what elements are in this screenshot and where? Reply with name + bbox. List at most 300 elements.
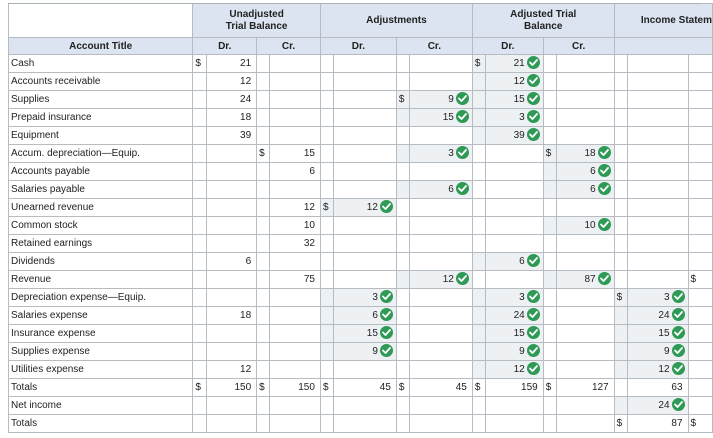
cell-t-dr[interactable] (486, 217, 544, 235)
cell-a-cr[interactable] (410, 91, 473, 109)
account-title-cell[interactable]: Common stock (9, 217, 193, 235)
cell-i-dr[interactable] (627, 91, 688, 109)
cell-t-cr-sign[interactable] (543, 397, 556, 415)
cell-t-cr[interactable] (556, 289, 614, 307)
cell-t-cr[interactable] (556, 271, 614, 289)
cell-a-cr-sign[interactable] (396, 361, 409, 379)
cell-i-dr-sign[interactable] (614, 73, 627, 91)
cell-a-dr-sign[interactable] (320, 397, 333, 415)
cell-t-cr-sign[interactable] (543, 307, 556, 325)
cell-a-dr[interactable] (334, 289, 397, 307)
cell-u-dr-sign[interactable] (193, 343, 206, 361)
cell-u-dr-sign[interactable] (193, 181, 206, 199)
cell-t-dr-sign[interactable] (472, 289, 485, 307)
cell-t-dr[interactable] (486, 415, 544, 433)
cell-u-cr-sign[interactable] (257, 253, 270, 271)
account-title-cell[interactable]: Retained earnings (9, 235, 193, 253)
cell-a-cr-sign[interactable] (396, 415, 409, 433)
cell-a-dr[interactable] (334, 55, 397, 73)
cell-a-dr[interactable] (334, 91, 397, 109)
cell-t-cr-sign[interactable] (543, 73, 556, 91)
cell-t-cr-sign[interactable] (543, 361, 556, 379)
cell-a-cr[interactable] (410, 145, 473, 163)
cell-t-cr[interactable] (556, 235, 614, 253)
cell-t-cr-sign[interactable] (543, 217, 556, 235)
cell-i-cr[interactable] (688, 145, 712, 163)
cell-t-dr[interactable] (486, 397, 544, 415)
cell-a-dr[interactable] (334, 163, 397, 181)
cell-t-cr-sign[interactable] (543, 145, 556, 163)
cell-t-dr-sign[interactable] (472, 343, 485, 361)
cell-u-dr[interactable] (206, 307, 257, 325)
cell-a-cr[interactable] (410, 163, 473, 181)
cell-i-dr[interactable] (627, 271, 688, 289)
cell-a-dr[interactable] (334, 73, 397, 91)
cell-a-dr-sign[interactable] (320, 307, 333, 325)
cell-t-cr-sign[interactable] (543, 271, 556, 289)
cell-a-cr-sign[interactable] (396, 73, 409, 91)
cell-i-dr-sign[interactable] (614, 145, 627, 163)
cell-i-cr[interactable] (688, 361, 712, 379)
cell-u-cr-sign[interactable] (257, 415, 270, 433)
cell-a-cr-sign[interactable] (396, 55, 409, 73)
cell-i-dr[interactable] (627, 217, 688, 235)
cell-a-cr-sign[interactable] (396, 145, 409, 163)
cell-i-dr-sign[interactable] (614, 55, 627, 73)
cell-i-dr[interactable] (627, 163, 688, 181)
cell-t-cr[interactable] (556, 307, 614, 325)
cell-i-dr-sign[interactable] (614, 415, 627, 433)
cell-i-cr[interactable] (688, 109, 712, 127)
cell-i-cr[interactable] (688, 73, 712, 91)
cell-u-dr[interactable] (206, 271, 257, 289)
cell-u-cr[interactable] (270, 289, 321, 307)
cell-t-dr[interactable] (486, 109, 544, 127)
cell-i-dr[interactable] (627, 109, 688, 127)
cell-i-dr-sign[interactable] (614, 289, 627, 307)
cell-u-cr-sign[interactable] (257, 145, 270, 163)
account-title-cell[interactable]: Totals (9, 379, 193, 397)
cell-u-dr[interactable] (206, 181, 257, 199)
cell-a-dr-sign[interactable] (320, 163, 333, 181)
account-title-cell[interactable]: Revenue (9, 271, 193, 289)
cell-u-cr[interactable] (270, 379, 321, 397)
cell-u-dr[interactable] (206, 361, 257, 379)
cell-u-dr[interactable] (206, 145, 257, 163)
cell-t-cr[interactable] (556, 145, 614, 163)
cell-u-dr-sign[interactable] (193, 271, 206, 289)
cell-t-dr-sign[interactable] (472, 307, 485, 325)
cell-u-cr-sign[interactable] (257, 343, 270, 361)
cell-a-dr-sign[interactable] (320, 55, 333, 73)
cell-a-cr-sign[interactable] (396, 289, 409, 307)
cell-a-cr[interactable] (410, 73, 473, 91)
cell-u-dr-sign[interactable] (193, 217, 206, 235)
cell-i-cr[interactable] (688, 55, 712, 73)
cell-i-dr-sign[interactable] (614, 217, 627, 235)
cell-a-dr-sign[interactable] (320, 343, 333, 361)
cell-t-cr-sign[interactable] (543, 109, 556, 127)
cell-t-cr[interactable] (556, 343, 614, 361)
account-title-cell[interactable]: Accounts payable (9, 163, 193, 181)
cell-a-dr[interactable] (334, 199, 397, 217)
cell-a-cr-sign[interactable] (396, 181, 409, 199)
cell-i-dr[interactable] (627, 379, 688, 397)
cell-u-cr[interactable] (270, 271, 321, 289)
cell-u-cr-sign[interactable] (257, 181, 270, 199)
cell-a-dr[interactable] (334, 307, 397, 325)
cell-u-dr-sign[interactable] (193, 397, 206, 415)
cell-i-cr[interactable] (688, 217, 712, 235)
cell-a-cr[interactable] (410, 397, 473, 415)
cell-t-dr[interactable] (486, 235, 544, 253)
cell-i-dr-sign[interactable] (614, 397, 627, 415)
cell-a-cr-sign[interactable] (396, 397, 409, 415)
cell-i-dr-sign[interactable] (614, 181, 627, 199)
cell-i-dr[interactable] (627, 253, 688, 271)
account-title-cell[interactable]: Cash (9, 55, 193, 73)
cell-i-cr[interactable] (688, 397, 712, 415)
cell-a-dr-sign[interactable] (320, 91, 333, 109)
cell-u-dr[interactable] (206, 73, 257, 91)
cell-u-dr-sign[interactable] (193, 199, 206, 217)
cell-u-dr[interactable] (206, 217, 257, 235)
cell-t-cr-sign[interactable] (543, 289, 556, 307)
cell-t-cr[interactable] (556, 397, 614, 415)
account-title-cell[interactable]: Accum. depreciation—Equip. (9, 145, 193, 163)
cell-u-cr-sign[interactable] (257, 397, 270, 415)
cell-i-dr[interactable] (627, 415, 688, 433)
cell-a-dr-sign[interactable] (320, 271, 333, 289)
cell-a-dr[interactable] (334, 235, 397, 253)
cell-t-cr-sign[interactable] (543, 91, 556, 109)
cell-u-dr-sign[interactable] (193, 73, 206, 91)
cell-u-cr-sign[interactable] (257, 271, 270, 289)
cell-u-cr[interactable] (270, 361, 321, 379)
cell-t-cr[interactable] (556, 379, 614, 397)
cell-t-dr[interactable] (486, 289, 544, 307)
cell-a-dr-sign[interactable] (320, 145, 333, 163)
cell-a-dr-sign[interactable] (320, 199, 333, 217)
cell-a-cr[interactable] (410, 307, 473, 325)
cell-a-cr-sign[interactable] (396, 253, 409, 271)
cell-a-dr[interactable] (334, 325, 397, 343)
cell-i-cr[interactable] (688, 91, 712, 109)
cell-a-cr[interactable] (410, 127, 473, 145)
cell-u-cr-sign[interactable] (257, 199, 270, 217)
cell-t-dr[interactable] (486, 253, 544, 271)
cell-u-cr[interactable] (270, 217, 321, 235)
cell-u-dr-sign[interactable] (193, 415, 206, 433)
cell-a-dr-sign[interactable] (320, 289, 333, 307)
cell-a-cr-sign[interactable] (396, 325, 409, 343)
cell-t-dr[interactable] (486, 181, 544, 199)
cell-t-cr[interactable] (556, 73, 614, 91)
cell-a-cr-sign[interactable] (396, 307, 409, 325)
cell-t-cr-sign[interactable] (543, 325, 556, 343)
cell-t-dr-sign[interactable] (472, 145, 485, 163)
cell-a-dr[interactable] (334, 253, 397, 271)
cell-i-dr[interactable] (627, 325, 688, 343)
account-title-cell[interactable]: Insurance expense (9, 325, 193, 343)
cell-u-dr-sign[interactable] (193, 235, 206, 253)
cell-i-dr-sign[interactable] (614, 343, 627, 361)
cell-t-dr[interactable] (486, 325, 544, 343)
cell-a-dr-sign[interactable] (320, 415, 333, 433)
cell-t-dr-sign[interactable] (472, 361, 485, 379)
cell-u-cr[interactable] (270, 55, 321, 73)
cell-t-cr[interactable] (556, 109, 614, 127)
account-title-cell[interactable]: Utilities expense (9, 361, 193, 379)
cell-u-cr-sign[interactable] (257, 289, 270, 307)
account-title-cell[interactable]: Totals (9, 415, 193, 433)
cell-t-dr-sign[interactable] (472, 271, 485, 289)
cell-u-dr[interactable] (206, 415, 257, 433)
cell-a-dr-sign[interactable] (320, 379, 333, 397)
account-title-cell[interactable]: Supplies expense (9, 343, 193, 361)
cell-a-dr[interactable] (334, 397, 397, 415)
cell-a-cr-sign[interactable] (396, 271, 409, 289)
cell-i-dr-sign[interactable] (614, 91, 627, 109)
cell-i-cr[interactable] (688, 127, 712, 145)
cell-t-cr[interactable] (556, 253, 614, 271)
cell-t-dr-sign[interactable] (472, 235, 485, 253)
cell-a-dr[interactable] (334, 127, 397, 145)
account-title-cell[interactable]: Equipment (9, 127, 193, 145)
cell-i-dr-sign[interactable] (614, 271, 627, 289)
cell-a-cr[interactable] (410, 271, 473, 289)
cell-t-cr-sign[interactable] (543, 235, 556, 253)
cell-t-cr[interactable] (556, 217, 614, 235)
cell-u-dr[interactable] (206, 289, 257, 307)
cell-i-dr-sign[interactable] (614, 307, 627, 325)
cell-t-cr-sign[interactable] (543, 163, 556, 181)
cell-u-cr[interactable] (270, 343, 321, 361)
cell-a-cr[interactable] (410, 253, 473, 271)
cell-u-cr-sign[interactable] (257, 91, 270, 109)
cell-i-cr[interactable] (688, 289, 712, 307)
cell-u-dr[interactable] (206, 235, 257, 253)
cell-a-cr-sign[interactable] (396, 163, 409, 181)
cell-i-cr[interactable] (688, 415, 712, 433)
cell-u-cr-sign[interactable] (257, 109, 270, 127)
cell-a-dr[interactable] (334, 271, 397, 289)
account-title-cell[interactable]: Salaries expense (9, 307, 193, 325)
cell-a-cr-sign[interactable] (396, 199, 409, 217)
cell-t-cr[interactable] (556, 181, 614, 199)
cell-a-dr-sign[interactable] (320, 253, 333, 271)
cell-a-cr[interactable] (410, 325, 473, 343)
cell-t-cr[interactable] (556, 55, 614, 73)
cell-i-dr[interactable] (627, 361, 688, 379)
cell-a-cr[interactable] (410, 199, 473, 217)
cell-i-cr[interactable] (688, 271, 712, 289)
cell-a-dr-sign[interactable] (320, 361, 333, 379)
cell-a-dr-sign[interactable] (320, 181, 333, 199)
cell-a-cr-sign[interactable] (396, 127, 409, 145)
account-title-cell[interactable]: Supplies (9, 91, 193, 109)
cell-i-dr-sign[interactable] (614, 109, 627, 127)
cell-a-cr-sign[interactable] (396, 379, 409, 397)
cell-a-dr[interactable] (334, 343, 397, 361)
cell-t-dr[interactable] (486, 361, 544, 379)
cell-u-cr-sign[interactable] (257, 127, 270, 145)
cell-i-dr[interactable] (627, 343, 688, 361)
cell-t-cr[interactable] (556, 163, 614, 181)
cell-u-cr[interactable] (270, 145, 321, 163)
cell-u-cr[interactable] (270, 415, 321, 433)
cell-i-dr-sign[interactable] (614, 253, 627, 271)
cell-i-dr[interactable] (627, 181, 688, 199)
cell-u-cr[interactable] (270, 73, 321, 91)
cell-u-cr[interactable] (270, 325, 321, 343)
cell-u-dr-sign[interactable] (193, 361, 206, 379)
cell-t-cr-sign[interactable] (543, 343, 556, 361)
cell-t-cr-sign[interactable] (543, 181, 556, 199)
cell-a-dr[interactable] (334, 181, 397, 199)
cell-i-dr-sign[interactable] (614, 361, 627, 379)
cell-t-dr-sign[interactable] (472, 73, 485, 91)
cell-t-dr[interactable] (486, 199, 544, 217)
cell-t-dr[interactable] (486, 73, 544, 91)
cell-u-cr-sign[interactable] (257, 55, 270, 73)
cell-t-dr-sign[interactable] (472, 199, 485, 217)
cell-a-dr-sign[interactable] (320, 325, 333, 343)
cell-u-dr-sign[interactable] (193, 325, 206, 343)
cell-a-cr-sign[interactable] (396, 343, 409, 361)
cell-t-dr[interactable] (486, 91, 544, 109)
account-title-cell[interactable]: Net income (9, 397, 193, 415)
cell-a-dr[interactable] (334, 217, 397, 235)
cell-u-cr[interactable] (270, 109, 321, 127)
cell-a-dr[interactable] (334, 379, 397, 397)
cell-u-cr[interactable] (270, 307, 321, 325)
cell-a-dr[interactable] (334, 415, 397, 433)
cell-a-cr[interactable] (410, 379, 473, 397)
cell-i-cr[interactable] (688, 199, 712, 217)
cell-a-cr[interactable] (410, 289, 473, 307)
cell-u-dr-sign[interactable] (193, 163, 206, 181)
cell-a-dr-sign[interactable] (320, 73, 333, 91)
cell-t-dr[interactable] (486, 307, 544, 325)
cell-a-cr-sign[interactable] (396, 235, 409, 253)
cell-t-dr[interactable] (486, 379, 544, 397)
cell-i-dr-sign[interactable] (614, 235, 627, 253)
cell-u-dr[interactable] (206, 163, 257, 181)
cell-t-dr-sign[interactable] (472, 109, 485, 127)
cell-t-cr-sign[interactable] (543, 127, 556, 145)
cell-t-cr-sign[interactable] (543, 253, 556, 271)
cell-t-dr[interactable] (486, 127, 544, 145)
cell-u-dr-sign[interactable] (193, 289, 206, 307)
cell-i-dr-sign[interactable] (614, 163, 627, 181)
cell-u-cr[interactable] (270, 235, 321, 253)
cell-i-cr[interactable] (688, 343, 712, 361)
cell-i-cr[interactable] (688, 379, 712, 397)
cell-t-dr-sign[interactable] (472, 163, 485, 181)
account-title-cell[interactable]: Unearned revenue (9, 199, 193, 217)
cell-u-cr-sign[interactable] (257, 379, 270, 397)
cell-a-dr[interactable] (334, 145, 397, 163)
cell-u-cr[interactable] (270, 397, 321, 415)
cell-u-dr[interactable] (206, 55, 257, 73)
cell-i-dr[interactable] (627, 145, 688, 163)
cell-a-dr-sign[interactable] (320, 235, 333, 253)
cell-t-cr[interactable] (556, 127, 614, 145)
cell-u-cr-sign[interactable] (257, 325, 270, 343)
cell-i-cr[interactable] (688, 325, 712, 343)
cell-a-dr-sign[interactable] (320, 217, 333, 235)
cell-i-dr[interactable] (627, 199, 688, 217)
cell-u-cr-sign[interactable] (257, 235, 270, 253)
cell-u-cr-sign[interactable] (257, 73, 270, 91)
cell-u-cr[interactable] (270, 127, 321, 145)
cell-a-cr[interactable] (410, 109, 473, 127)
cell-t-dr[interactable] (486, 343, 544, 361)
cell-i-dr-sign[interactable] (614, 199, 627, 217)
cell-u-dr[interactable] (206, 109, 257, 127)
cell-a-dr-sign[interactable] (320, 127, 333, 145)
cell-i-cr[interactable] (688, 163, 712, 181)
cell-i-dr[interactable] (627, 397, 688, 415)
cell-t-dr-sign[interactable] (472, 181, 485, 199)
account-title-cell[interactable]: Accounts receivable (9, 73, 193, 91)
cell-u-dr-sign[interactable] (193, 307, 206, 325)
cell-t-cr[interactable] (556, 199, 614, 217)
cell-t-cr[interactable] (556, 361, 614, 379)
cell-a-cr[interactable] (410, 55, 473, 73)
cell-u-dr[interactable] (206, 253, 257, 271)
cell-t-dr-sign[interactable] (472, 127, 485, 145)
cell-i-cr[interactable] (688, 307, 712, 325)
cell-a-cr[interactable] (410, 217, 473, 235)
cell-u-cr-sign[interactable] (257, 307, 270, 325)
cell-t-cr[interactable] (556, 325, 614, 343)
cell-t-dr-sign[interactable] (472, 397, 485, 415)
cell-i-dr[interactable] (627, 289, 688, 307)
account-title-cell[interactable]: Prepaid insurance (9, 109, 193, 127)
cell-u-dr[interactable] (206, 127, 257, 145)
cell-t-cr-sign[interactable] (543, 379, 556, 397)
cell-a-cr-sign[interactable] (396, 91, 409, 109)
cell-u-dr-sign[interactable] (193, 127, 206, 145)
cell-a-cr-sign[interactable] (396, 217, 409, 235)
cell-i-dr[interactable] (627, 55, 688, 73)
cell-t-dr-sign[interactable] (472, 217, 485, 235)
cell-i-dr-sign[interactable] (614, 325, 627, 343)
cell-u-dr-sign[interactable] (193, 91, 206, 109)
cell-t-dr-sign[interactable] (472, 415, 485, 433)
cell-t-dr-sign[interactable] (472, 379, 485, 397)
cell-i-dr[interactable] (627, 73, 688, 91)
cell-u-dr-sign[interactable] (193, 145, 206, 163)
cell-u-dr[interactable] (206, 397, 257, 415)
cell-i-cr[interactable] (688, 181, 712, 199)
cell-u-dr[interactable] (206, 199, 257, 217)
cell-u-dr-sign[interactable] (193, 55, 206, 73)
cell-a-cr[interactable] (410, 361, 473, 379)
cell-a-cr-sign[interactable] (396, 109, 409, 127)
cell-t-dr-sign[interactable] (472, 325, 485, 343)
cell-u-dr[interactable] (206, 91, 257, 109)
cell-a-cr[interactable] (410, 235, 473, 253)
cell-u-dr[interactable] (206, 325, 257, 343)
cell-u-cr[interactable] (270, 199, 321, 217)
cell-u-cr[interactable] (270, 181, 321, 199)
cell-i-dr[interactable] (627, 307, 688, 325)
cell-t-cr-sign[interactable] (543, 415, 556, 433)
cell-i-dr-sign[interactable] (614, 127, 627, 145)
